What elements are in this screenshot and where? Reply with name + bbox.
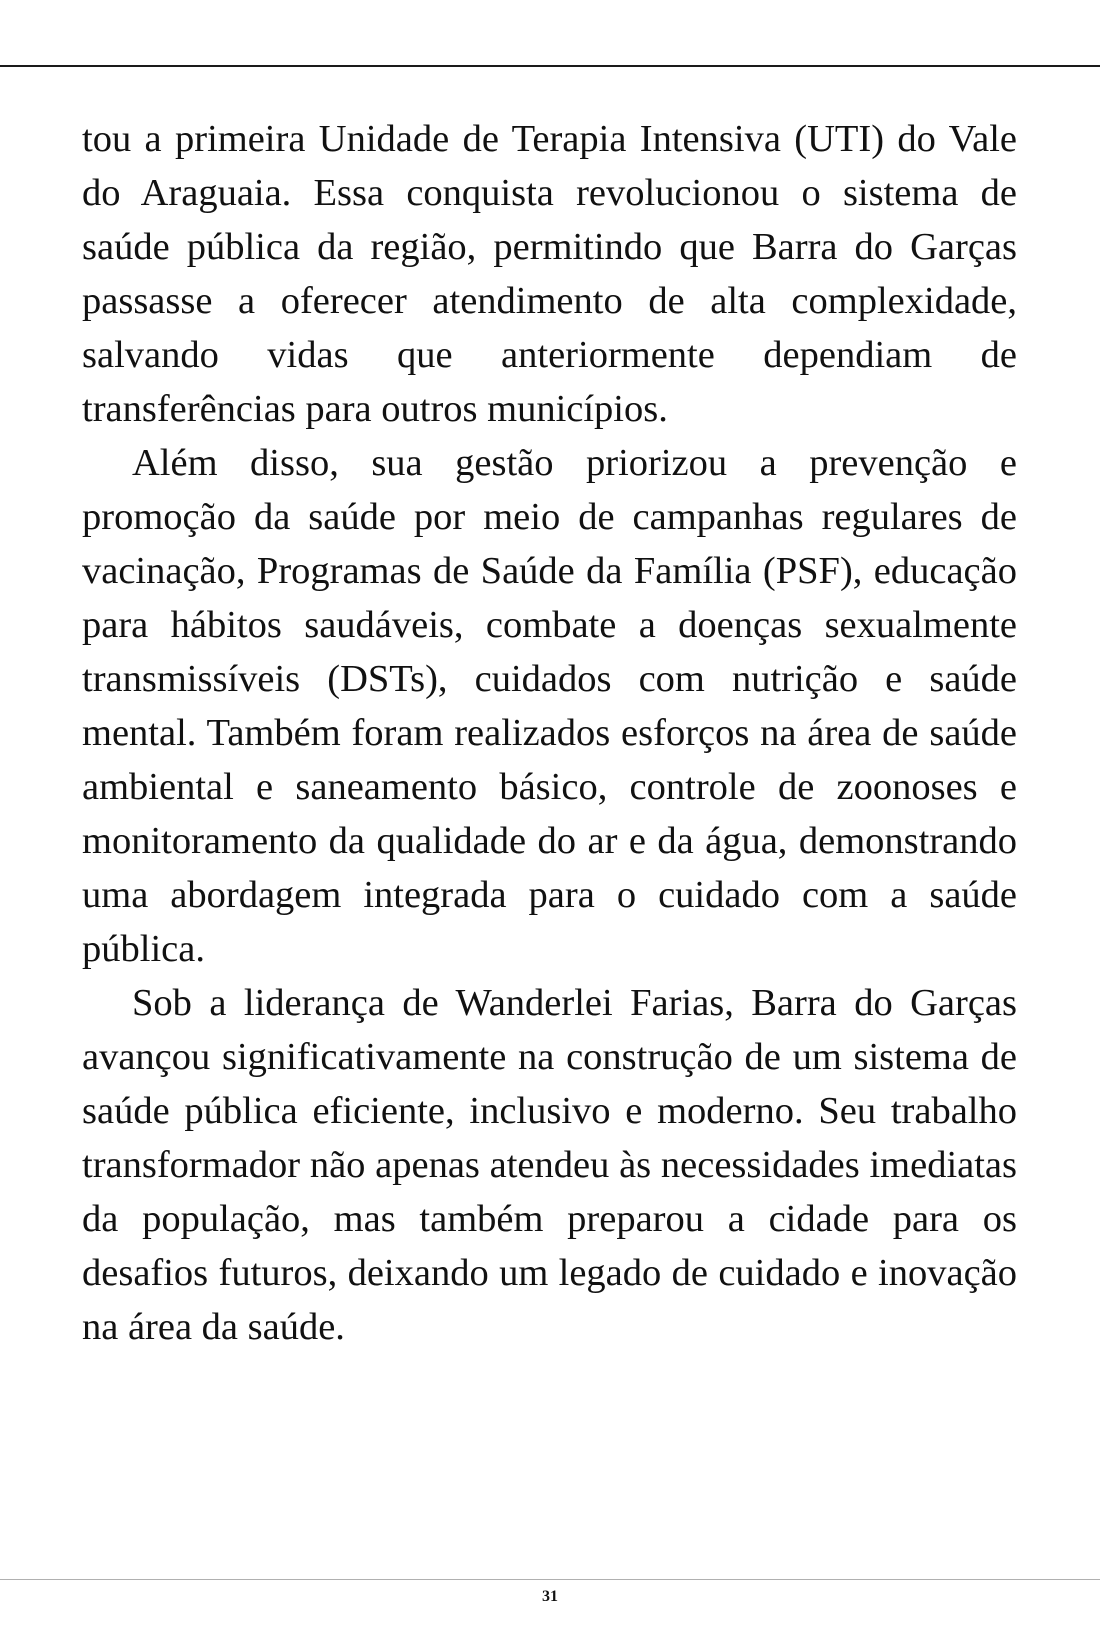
page-number: 31 (542, 1588, 558, 1605)
top-rule (0, 65, 1100, 67)
paragraph-leadership: Sob a liderança de Wanderlei Farias, Barra do Garças avançou significativamente na construção de um sistema de saúde pública eficiente, inclusivo e moderno. Seu trabalho transformador não apenas atendeu às necessidades imediatas da população, mas também preparou a cidade para os desafios futuros, deixando um legado de cuidado e inovação na área da saúde. (82, 982, 1017, 1348)
paragraph-continuation: tou a primeira Unidade de Terapia Intensiva (UTI) do Vale do Araguaia. Essa conquista revolucionou o sistema de saúde pública da região, permitindo que Barra do Garças passasse a oferecer atendimento de alta complexidade, salvando vidas que anteriormente dependiam de transferências para outros municípios. (82, 118, 1017, 430)
paragraph-health-prevention: Além disso, sua gestão priorizou a prevenção e promoção da saúde por meio de campanhas regulares de vacinação, Programas de Saúde da Família (PSF), educação para hábitos saudáveis, combate a doenças sexualmente transmissíveis (DSTs), cuidados com nutrição e saúde mental. Também foram realizados esforços na área de saúde ambiental e saneamento básico, controle de zoonoses e monitoramento da qualidade do ar e da água, demonstrando uma abordagem integrada para o cuidado com a saúde pública. (82, 442, 1017, 970)
page-body (82, 112, 1017, 1354)
footer-rule (0, 1579, 1100, 1580)
